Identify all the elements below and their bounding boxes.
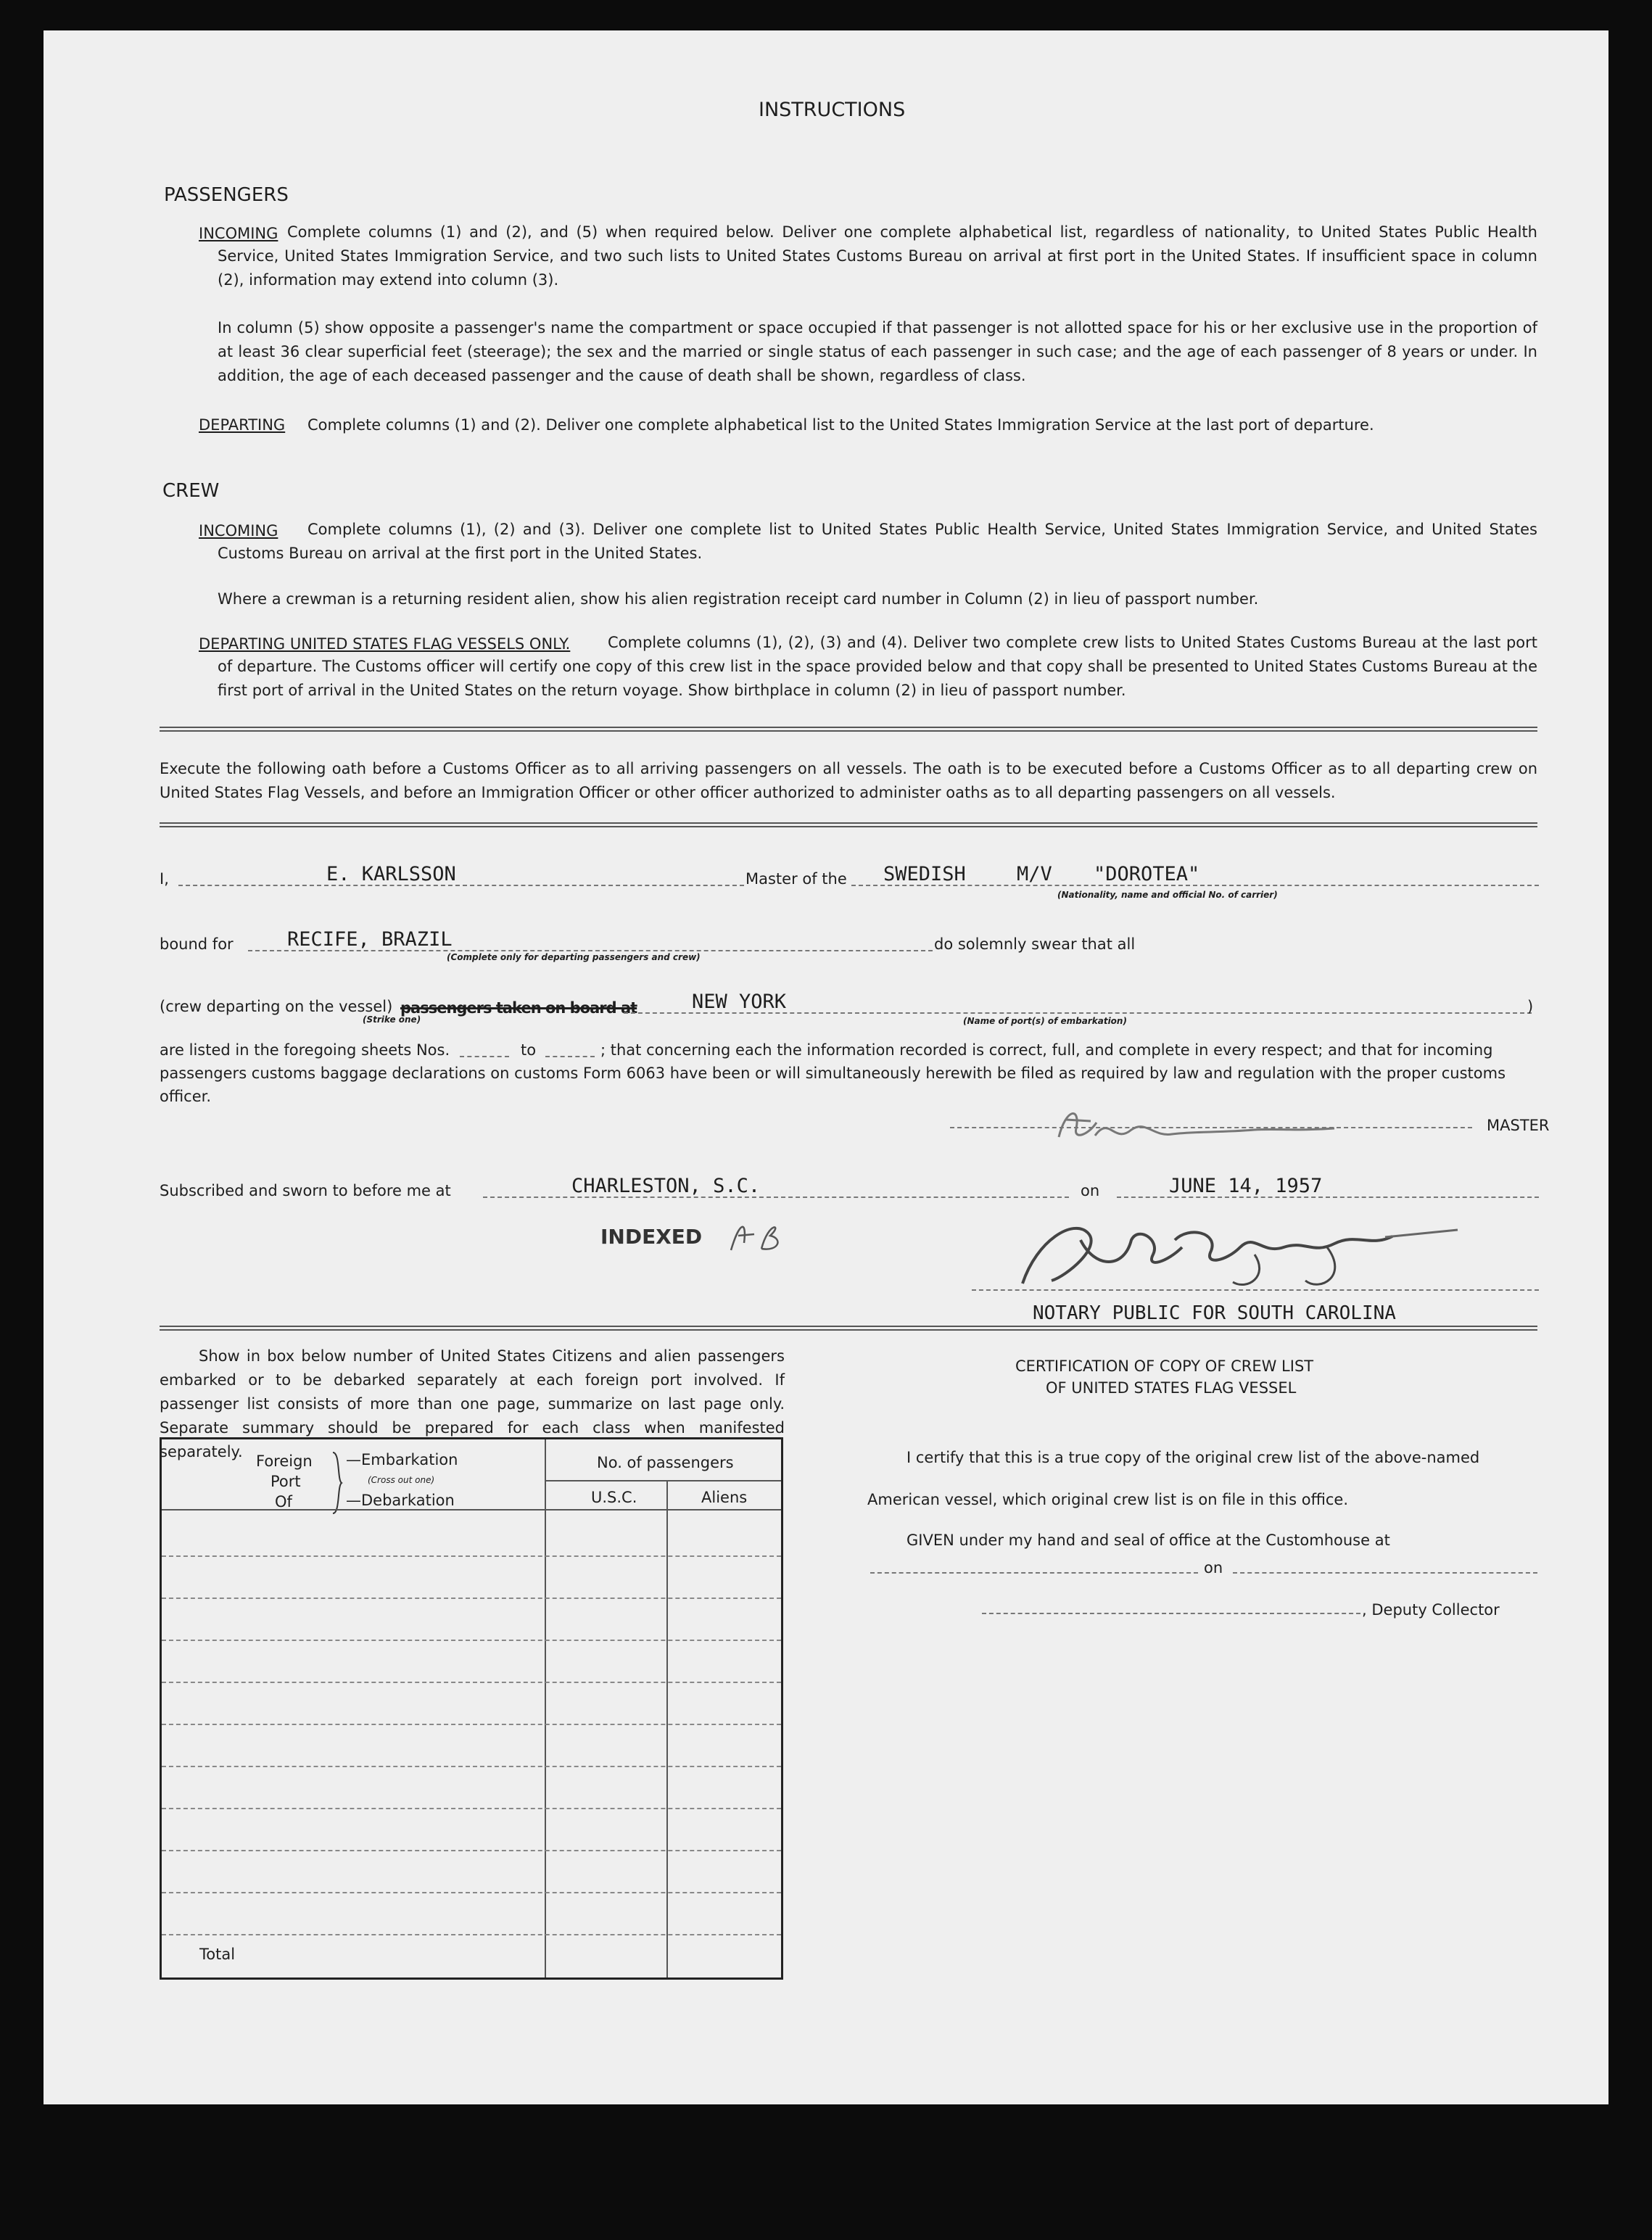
sheet-from-line xyxy=(460,1056,509,1057)
to-label: to xyxy=(521,1041,537,1059)
passengers-column5-text: In column (5) show opposite a passenger's name the compartment or space occupied if that passenger is not allotted space for his or her exclusive use in the proportion of at least 36 clear superficial feet (steerage); the sex and the married or single status of each passenger in such case; and the age of each passenger of 8 years or under. In addition, the age of each deceased passenger and the cause of death shall be shown, regardless of class. xyxy=(218,319,1537,384)
certification-text-2: American vessel, which original crew list is on file in this office. xyxy=(867,1491,1349,1508)
table-row-line xyxy=(162,1724,781,1725)
listed-label: are listed in the foregoing sheets Nos. xyxy=(160,1041,450,1059)
master-name-value: E. KARLSSON xyxy=(326,863,456,885)
col-cross-out: (Cross out one) xyxy=(368,1475,435,1485)
strike-caption: (Strike one) xyxy=(363,1014,421,1025)
certification-text-1: I certify that this is a true copy of the original crew list of the above-named xyxy=(906,1449,1480,1466)
passengers-incoming-text: Complete columns (1) and (2), and (5) when required below. Deliver one complete alphabetical list, regardless of nationality, to United States Public Health Service, United States Immigration Service, and two such lists to United States Customs Bureau on arrival at first port in the United States. If insufficient space in column (2), information may extend into column (3). xyxy=(218,223,1537,289)
passengers-departing-label: DEPARTING xyxy=(199,416,286,434)
col-divider xyxy=(666,1480,668,1977)
passengers-incoming-label: INCOMING xyxy=(199,225,278,242)
master-label: MASTER xyxy=(1487,1117,1550,1134)
table-row-line xyxy=(162,1682,781,1683)
notary-stamp: NOTARY PUBLIC FOR SOUTH CAROLINA xyxy=(1033,1302,1396,1324)
col-debarkation: —Debarkation xyxy=(346,1492,455,1509)
bound-for-label: bound for xyxy=(160,935,234,953)
destination-caption: (Complete only for departing passengers and crew) xyxy=(447,952,701,962)
table-row-line xyxy=(162,1934,781,1935)
document-page xyxy=(44,30,1608,2104)
crew-resident-text: Where a crewman is a returning resident alien, show his alien registration receipt card number in Column (2) in lieu of passport number. xyxy=(218,590,1259,608)
notary-signature-line xyxy=(972,1289,1539,1291)
divider-rule xyxy=(160,727,1537,732)
crew-departing-text: Complete columns (1), (2), (3) and (4). Deliver two complete crew lists to United States Customs Bureau at the last port of departure. The Customs officer will certify one copy of this crew list in the space provided below and that copy shall be presented to United States Customs Bureau at the first port of arrival in the United States on the return voyage. Show birthplace in column (2) in lieu of passport number. xyxy=(218,634,1537,699)
col-aliens: Aliens xyxy=(701,1489,748,1506)
table-row-line xyxy=(162,1598,781,1599)
customhouse-place-line xyxy=(870,1572,1198,1574)
close-paren: ) xyxy=(1527,998,1534,1015)
table-row-line xyxy=(162,1808,781,1809)
crew-departing-label: (crew departing on the vessel) xyxy=(160,998,393,1015)
listed-text-2: passengers customs baggage declarations on customs Form 6063 have been or will simultaneously herewith be filed as required by law and regulation with the proper customs xyxy=(160,1065,1506,1082)
embark-caption: (Name of port(s) of embarkation) xyxy=(963,1016,1127,1026)
divider-rule xyxy=(160,1326,1537,1331)
indexed-stamp: INDEXED xyxy=(600,1225,703,1249)
passengers-heading: PASSENGERS xyxy=(164,184,289,206)
certification-on-label: on xyxy=(1204,1559,1223,1576)
certification-heading-2: OF UNITED STATES FLAG VESSEL xyxy=(1046,1379,1297,1397)
master-of-label: Master of the xyxy=(746,870,847,888)
header-bottom-rule xyxy=(162,1509,781,1510)
brace-icon xyxy=(330,1451,344,1516)
col-port: Port xyxy=(270,1473,301,1490)
master-name-line xyxy=(178,885,744,886)
on-label: on xyxy=(1081,1182,1100,1199)
col-foreign: Foreign xyxy=(256,1452,313,1470)
vessel-name-value: "DOROTEA" xyxy=(1094,863,1200,885)
indexed-initials xyxy=(725,1214,790,1257)
col-embarkation: —Embarkation xyxy=(346,1451,458,1468)
table-row-line xyxy=(162,1555,781,1557)
deputy-collector-label: , Deputy Collector xyxy=(1362,1601,1500,1619)
sheet-to-line xyxy=(545,1056,595,1057)
table-row-line xyxy=(162,1766,781,1767)
col-of: Of xyxy=(275,1493,292,1510)
certification-text-3: GIVEN under my hand and seal of office at the Customhouse at xyxy=(906,1532,1390,1549)
sworn-place-value: CHARLESTON, S.C. xyxy=(571,1175,761,1197)
strike-text: passengers taken on board at xyxy=(400,999,637,1017)
sworn-date-value: JUNE 14, 1957 xyxy=(1169,1175,1323,1197)
master-signature xyxy=(1044,1094,1349,1159)
crew-departing-label: DEPARTING UNITED STATES FLAG VESSELS ONLY. xyxy=(199,635,571,653)
oath-instruction-text: Execute the following oath before a Customs Officer as to all arriving passengers on all vessels. The oath is to be executed before a Customs Officer as to all departing crew on United States Flag Vessels, and before an Immigration Officer or other officer authorized to administer oaths as to all departing passengers on all vessels. xyxy=(160,760,1537,801)
struck-out-text xyxy=(400,1001,637,1016)
header-subdivider xyxy=(545,1480,781,1481)
vessel-type-value: M/V xyxy=(1017,863,1052,885)
notary-signature xyxy=(1008,1211,1501,1298)
divider-rule xyxy=(160,822,1537,827)
passengers-departing-text: Complete columns (1) and (2). Deliver one complete alphabetical list to the United States Immigration Service at the last port of departure. xyxy=(307,416,1374,434)
listed-text-3: officer. xyxy=(160,1088,211,1105)
destination-value: RECIFE, BRAZIL xyxy=(287,928,453,951)
col-divider xyxy=(545,1439,546,1977)
table-row-line xyxy=(162,1850,781,1851)
embark-port-value: NEW YORK xyxy=(692,991,787,1013)
nationality-value: SWEDISH xyxy=(883,863,966,885)
passenger-summary-table xyxy=(160,1437,783,1980)
table-row-line xyxy=(162,1640,781,1641)
page-title: INSTRUCTIONS xyxy=(759,99,906,121)
subscribed-label: Subscribed and sworn to before me at xyxy=(160,1182,451,1199)
table-row-line xyxy=(162,1892,781,1893)
certification-heading-1: CERTIFICATION OF COPY OF CREW LIST xyxy=(1015,1357,1314,1375)
oath-i-label: I, xyxy=(160,870,169,888)
total-label: Total xyxy=(199,1946,236,1963)
swear-label: do solemnly swear that all xyxy=(934,935,1136,953)
listed-rest: ; that concerning each the information recorded is correct, full, and complete in every respect; and that for incoming xyxy=(600,1041,1493,1059)
col-usc: U.S.C. xyxy=(591,1489,637,1506)
master-signature-line xyxy=(950,1127,1472,1128)
deputy-signature-line xyxy=(982,1613,1360,1614)
summary-instruction: Show in box below number of United States Citizens and alien passengers embarked or to be debarked separately at each foreign port involved. If passenger list consists of more than one page, summarize on last page only. Separate summary should be prepared for each class when manifested separately. xyxy=(160,1347,785,1460)
col-no-passengers: No. of passengers xyxy=(597,1454,734,1471)
crew-incoming-label: INCOMING xyxy=(199,522,278,540)
crew-heading: CREW xyxy=(162,480,220,502)
vessel-caption: (Nationality, name and official No. of carrier) xyxy=(1057,890,1278,900)
crew-incoming-text: Complete columns (1), (2) and (3). Deliver one complete list to United States Public Health Service, United States Immigration Service, and United States Customs Bureau on arrival at the first port in the United States. xyxy=(218,521,1537,562)
certification-date-line xyxy=(1233,1572,1537,1574)
